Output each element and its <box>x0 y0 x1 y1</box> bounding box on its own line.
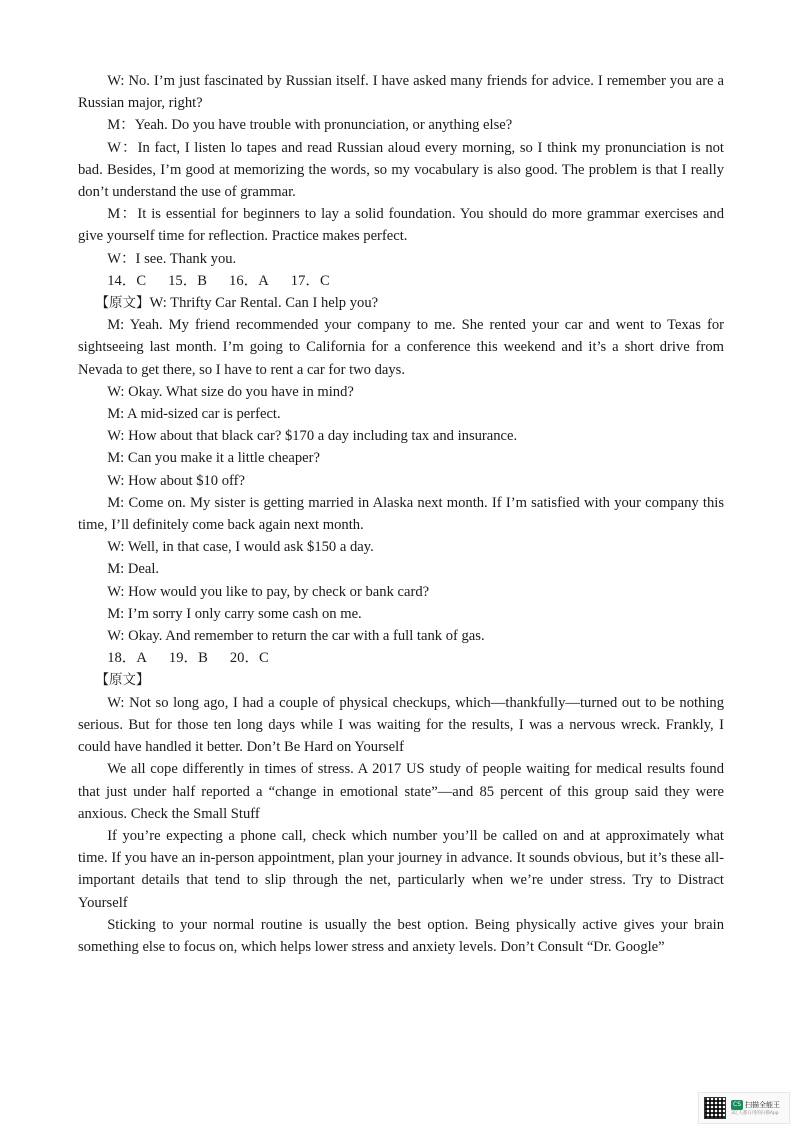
dialogue-line: M: A mid-sized car is perfect. <box>107 406 281 423</box>
dialogue-line: M: Come on. My sister is getting married in Alaska next month. If I’m satisfied with your company this time, I’ll definitely come back again next month. <box>78 494 724 534</box>
dialogue-line: M: I’m sorry I only carry some cash on me. <box>107 605 362 622</box>
dialogue-line: W: How would you like to pay, by check or bank card? <box>107 583 430 600</box>
answer-item: 16．A <box>229 272 269 289</box>
dialogue-line: W: How about $10 off? <box>107 472 245 489</box>
answer-item: 14．C <box>107 272 147 289</box>
scanner-watermark <box>698 1092 790 1124</box>
transcript-tag: 【原文】 <box>95 672 150 689</box>
transcript-tag: 【原文】 <box>95 295 150 312</box>
answer-key <box>78 647 724 669</box>
dialogue-line: W: No. I’m just fascinated by Russian itself. I have asked many friends for advice. I remember you are a Russian major, right? <box>78 73 724 112</box>
watermark-app-name: 扫描全能王 <box>745 1101 780 1109</box>
transcript-heading <box>78 292 724 314</box>
answer-item: 15．B <box>168 272 208 289</box>
dialogue-line: M: Yeah. My friend recommended your company to me. She rented your car and went to Texas for sightseeing last month. I’m going to California for a conference this weekend and it’s a short drive from Nevada to get there, so I have to rent a car for two days. <box>78 317 724 378</box>
transcript-paragraph: We all cope differently in times of stress. A 2017 US study of people waiting for medical results found that just under half reported a “change in emotional state”—and 85 percent of this group said they were anxious. Check the Small Stuff <box>78 761 724 822</box>
watermark-subtitle: 3亿人都在用的扫描App <box>731 1111 779 1116</box>
dialogue-line: W：In fact, I listen lo tapes and read Russian aloud every morning, so I think my pronunciation is not bad. Besides, I’m good at memorizing the words, so my vocabulary is also good. The problem is that I really don’t understand the use of grammar. <box>78 139 724 201</box>
watermark-text <box>731 1100 780 1116</box>
transcript-paragraph: Sticking to your normal routine is usually the best option. Being physically active gives your brain something else to focus on, which helps lower stress and anxiety levels. Don’t Consult “Dr. Google” <box>78 916 724 955</box>
answer-item: 19．B <box>168 650 208 667</box>
transcript-heading <box>78 669 724 691</box>
dialogue-line: W: How about that black car? $170 a day including tax and insurance. <box>107 428 518 445</box>
transcript-paragraph: If you’re expecting a phone call, check which number you’ll be called on and at approximately what time. If you have an in-person appointment, plan your journey in advance. It sounds obvious, but it’s these all-important details that tend to slip through the net, particularly when we’re under stress. Try to Distract Yourself <box>78 827 724 911</box>
dialogue-line: W: Okay. What size do you have in mind? <box>107 383 354 400</box>
dialogue-line: W: Thrifty Car Rental. Can I help you? <box>149 295 379 312</box>
document-page <box>78 70 724 958</box>
dialogue-line: M：It is essential for beginners to lay a solid foundation. You should do more grammar exercises and give yourself time for reflection. Practice makes perfect. <box>78 206 724 245</box>
answer-key <box>78 270 724 292</box>
answer-item: 17．C <box>290 272 330 289</box>
dialogue-line: M: Deal. <box>107 561 160 578</box>
dialogue-line: W: Well, in that case, I would ask $150 a day. <box>107 539 374 556</box>
answer-item: 20．C <box>229 650 269 667</box>
dialogue-line: W: Okay. And remember to return the car with a full tank of gas. <box>107 628 485 645</box>
answer-item: 18．A <box>107 650 147 667</box>
transcript-paragraph: W: Not so long ago, I had a couple of physical checkups, which—thankfully—turned out to be nothing serious. But for those ten long days while I was waiting for the results, I was a nervous wreck. Frankly, I could have handled it better. Don’t Be Hard on Yourself <box>78 694 724 756</box>
camscanner-logo-icon: CS <box>733 1101 741 1108</box>
qr-code-icon <box>704 1097 726 1119</box>
dialogue-line: M：Yeah. Do you have trouble with pronunciation, or anything else? <box>107 117 513 134</box>
watermark-title <box>731 1100 780 1110</box>
dialogue-line: W：I see. Thank you. <box>107 250 237 267</box>
dialogue-line: M: Can you make it a little cheaper? <box>107 450 320 467</box>
